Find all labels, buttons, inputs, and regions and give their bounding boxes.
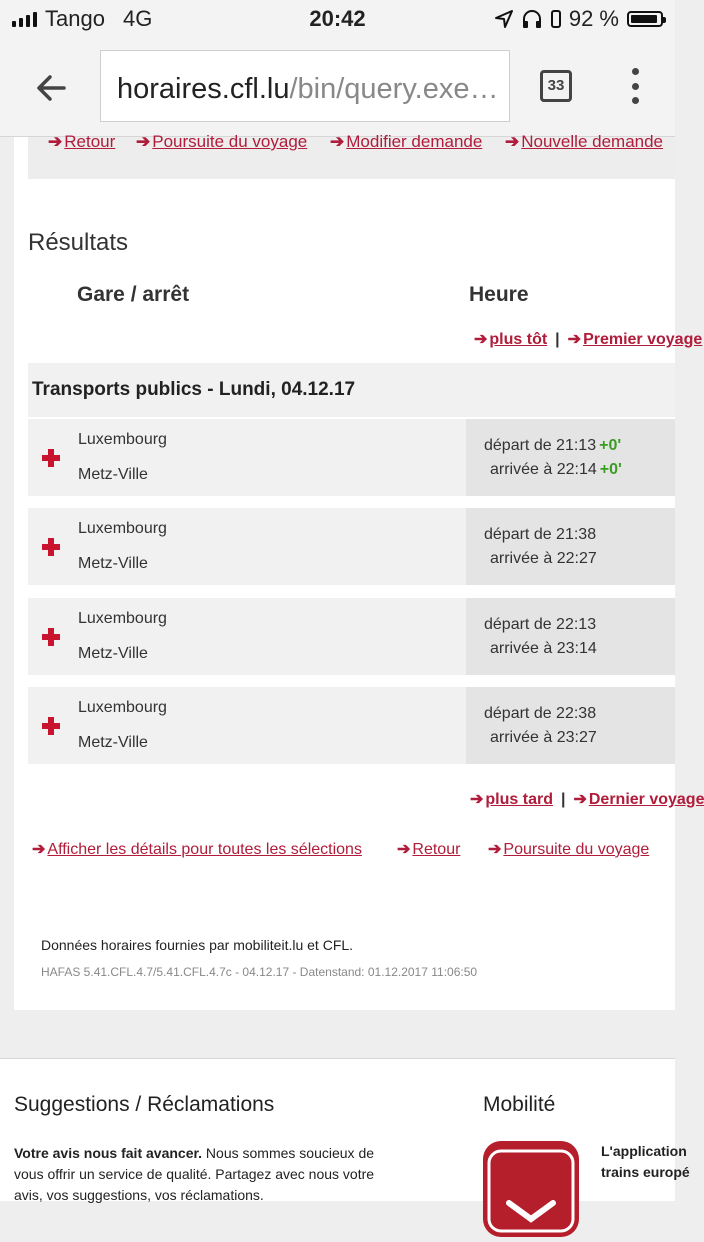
bottom-retour-link[interactable]: ➔ Retour — [397, 841, 461, 858]
headphones-icon — [521, 9, 543, 29]
departure-station: Luxembourg — [78, 610, 167, 627]
app-promo-text: L'application trains europé — [601, 1143, 690, 1180]
menu-dot-icon — [632, 97, 639, 104]
expand-plus-icon[interactable] — [42, 449, 60, 467]
arrow-right-icon: ➔ — [330, 132, 345, 151]
back-arrow-icon — [30, 66, 74, 110]
url-path: /bin/query.exe… — [289, 73, 499, 105]
menu-dot-icon — [632, 83, 639, 90]
arrow-right-icon: ➔ — [505, 132, 520, 151]
connection-row[interactable] — [28, 598, 675, 675]
battery-level — [631, 15, 657, 23]
departure-station: Luxembourg — [78, 431, 167, 448]
time-cell — [466, 419, 675, 496]
earlier-link[interactable]: ➔ plus tôt — [474, 331, 548, 348]
arrow-right-icon: ➔ — [488, 841, 502, 858]
arrival-time-line: arrivée à 23:14 — [490, 640, 597, 657]
network-type: 4G — [122, 6, 153, 31]
top-modifier-link[interactable]: ➔ Modifier demande — [330, 132, 483, 151]
time-cell — [466, 598, 675, 675]
suggestions-title: Suggestions / Réclamations — [14, 1093, 275, 1116]
version-info: HAFAS 5.41.CFL.4.7/5.41.CFL.4.7c - 04.12.17 - Datenstand: 01.12.2017 11:06:50 — [41, 965, 478, 979]
departure-time-line: départ de 22:13 — [484, 616, 597, 633]
back-button[interactable] — [30, 66, 74, 110]
browser-menu-button[interactable] — [624, 68, 646, 104]
arrival-station: Metz-Ville — [78, 734, 148, 751]
top-nouvelle-link[interactable]: ➔ Nouvelle demande — [505, 132, 664, 151]
status-bar — [0, 0, 675, 38]
arrival-time-line: arrivée à 22:14 +0' — [490, 461, 622, 478]
departure-time-line: départ de 21:38 — [484, 526, 597, 543]
arrow-right-icon: ➔ — [567, 331, 582, 348]
later-navigation: ➔ plus tard | ➔ Dernier voyage — [470, 791, 704, 808]
location-arrow-icon — [495, 10, 513, 28]
clock: 20:42 — [309, 6, 366, 31]
arrival-time-line: arrivée à 23:27 — [490, 729, 597, 746]
data-credit: Données horaires fournies par mobiliteit.lu et CFL. — [41, 937, 354, 953]
connection-row[interactable] — [28, 419, 675, 496]
column-header-time: Heure — [469, 283, 529, 306]
section-header — [28, 363, 675, 417]
results-page — [14, 132, 704, 1010]
arrow-right-icon: ➔ — [136, 132, 151, 151]
connection-row[interactable] — [28, 508, 675, 585]
departure-station: Luxembourg — [78, 699, 167, 716]
column-header-station: Gare / arrêt — [77, 283, 190, 306]
status-right — [495, 6, 663, 32]
arrow-right-icon: ➔ — [397, 841, 411, 858]
url-host: horaires.cfl.lu — [117, 73, 290, 105]
connection-row[interactable] — [28, 687, 675, 764]
results-title: Résultats — [28, 229, 129, 256]
battery-icon — [627, 11, 663, 27]
section-header-text: Transports publics - Lundi, 04.12.17 — [32, 379, 356, 400]
arrival-station: Metz-Ville — [78, 555, 148, 572]
menu-dot-icon — [632, 68, 639, 75]
arrival-time-line: arrivée à 22:27 — [490, 550, 597, 567]
departure-time-line: départ de 21:13 +0' — [484, 437, 622, 454]
arrow-right-icon: ➔ — [474, 331, 488, 348]
arrow-right-icon: ➔ — [32, 841, 46, 858]
later-link[interactable]: ➔ plus tard — [470, 791, 553, 808]
tab-switcher-button[interactable]: 33 — [540, 70, 572, 102]
carrier-name: Tango — [45, 6, 105, 31]
app-logo-icon — [483, 1141, 579, 1237]
arrow-right-icon: ➔ — [573, 791, 587, 808]
first-connection-link[interactable]: ➔ Premier voyage — [567, 331, 703, 348]
suggestions-text: Votre avis nous fait avancer. Nous sommes soucieux de vous offrir un service de qualité. Partagez avec nous votre avis, vos suggestions, vos réclamations. — [14, 1145, 375, 1203]
time-cell — [466, 687, 675, 764]
battery-percent: 92 % — [568, 6, 619, 31]
mobile-app-icon[interactable] — [483, 1141, 579, 1237]
departure-time-line: départ de 22:38 — [484, 705, 597, 722]
expand-plus-icon[interactable] — [42, 717, 60, 735]
rotation-lock-icon — [551, 9, 561, 29]
top-navigation — [28, 132, 675, 179]
earlier-navigation: ➔ plus tôt | ➔ Premier voyage — [474, 331, 703, 348]
expand-plus-icon[interactable] — [42, 538, 60, 556]
mobilite-title: Mobilité — [483, 1093, 556, 1116]
time-cell — [466, 508, 675, 585]
expand-plus-icon[interactable] — [42, 628, 60, 646]
last-connection-link[interactable]: ➔ Dernier voyage — [573, 791, 704, 808]
details-all-link[interactable]: ➔ Afficher les détails pour toutes les sélections — [32, 841, 362, 858]
arrival-station: Metz-Ville — [78, 645, 148, 662]
browser-toolbar — [0, 38, 675, 137]
departure-station: Luxembourg — [78, 520, 167, 537]
bottom-poursuite-link[interactable]: ➔ Poursuite du voyage — [488, 841, 650, 858]
footer — [0, 1058, 690, 1203]
top-retour-link[interactable]: ➔ Retour — [48, 132, 116, 151]
top-poursuite-link[interactable]: ➔ Poursuite du voyage — [136, 132, 308, 151]
arrow-right-icon: ➔ — [470, 791, 484, 808]
departure-delay: +0' — [599, 437, 622, 454]
arrow-right-icon: ➔ — [48, 132, 63, 151]
arrival-station: Metz-Ville — [78, 466, 148, 483]
url-bar[interactable] — [100, 50, 510, 122]
arrival-delay: +0' — [599, 461, 622, 478]
